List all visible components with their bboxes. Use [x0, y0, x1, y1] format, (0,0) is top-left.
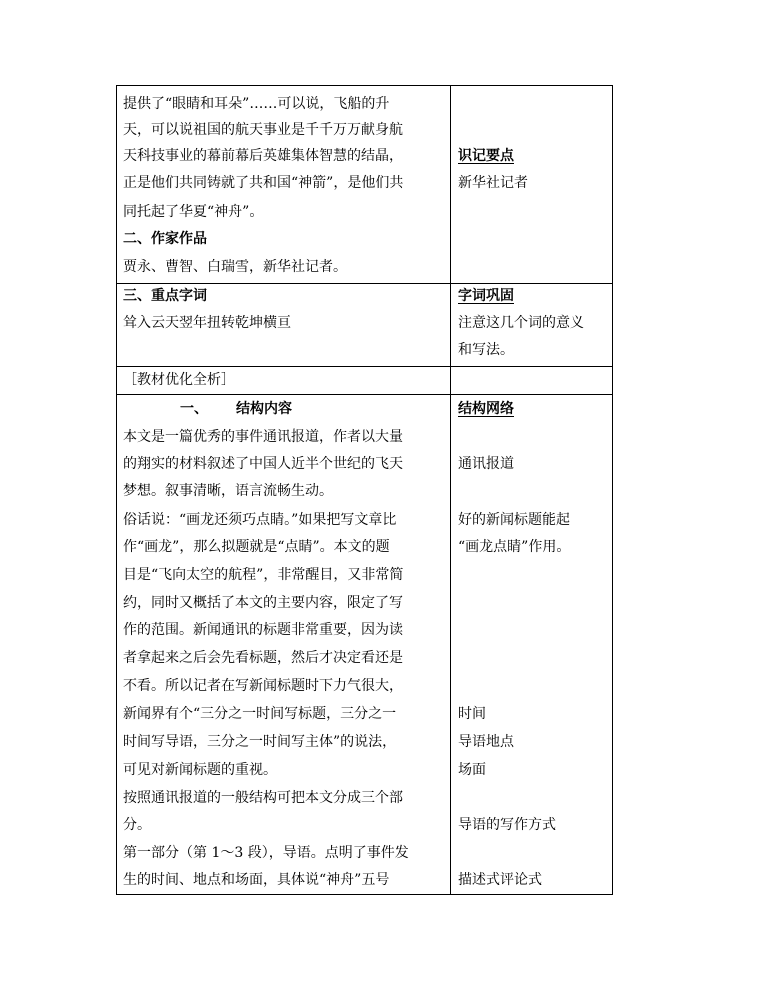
note-text: 好的新闻标题能起 — [458, 512, 570, 528]
paragraph-line: 俗话说：“画龙还须巧点睛。”如果把写文章比 — [123, 512, 397, 528]
paragraph-line: 正是他们共同铸就了共和国“神箭”，是他们共 — [123, 175, 404, 191]
paragraph-line: 时间写导语，三分之一时间写主体”的说法， — [123, 734, 397, 750]
table-border-right — [612, 85, 613, 895]
note-text: 通讯报道 — [458, 456, 514, 472]
section-heading-vocabulary: 三、重点字词 — [123, 288, 207, 304]
paragraph-line: 第一部分（第 1～3 段），导语。点明了事件发 — [123, 845, 409, 861]
table-border-left — [116, 85, 117, 895]
paragraph-line: 不看。所以记者在写新闻标题时下力气很大， — [123, 678, 403, 694]
note-text: 导语地点 — [458, 734, 514, 750]
heading-number: 一、 — [180, 401, 208, 417]
table-border-bottom — [116, 894, 613, 895]
note-heading-structure-network: 结构网络 — [458, 401, 514, 417]
note-heading-vocabulary-review: 字词巩固 — [458, 288, 514, 304]
author-list: 贾永、曹智、白瑞雪，新华社记者。 — [123, 259, 347, 275]
paragraph-line: 作的范围。新闻通讯的标题非常重要，因为读 — [123, 622, 403, 638]
paragraph-line: 者拿起来之后会先看标题，然后才决定看还是 — [123, 650, 403, 666]
paragraph-line: 目是“飞向太空的航程”，非常醒目，又非常简 — [123, 567, 404, 583]
paragraph-line: 生的时间、地点和场面，具体说“神舟”五号 — [123, 872, 390, 888]
note-text: 注意这几个词的意义 — [458, 315, 584, 331]
vocabulary-words: 耸入云天翌年扭转乾坤横亘 — [123, 315, 291, 331]
paragraph-line: 按照通讯报道的一般结构可把本文分成三个部 — [123, 790, 403, 806]
paragraph-line: 本文是一篇优秀的事件通讯报道，作者以大量 — [123, 429, 403, 445]
note-text: 时间 — [458, 706, 486, 722]
paragraph-line: 同托起了华夏“神舟”。 — [123, 204, 264, 220]
paragraph-line: 的翔实的材料叙述了中国人近半个世纪的飞天 — [123, 456, 403, 472]
paragraph-line: 天科技事业的幕前幕后英雄集体智慧的结晶， — [123, 148, 403, 164]
paragraph-line: 分。 — [123, 817, 151, 833]
note-text: 新华社记者 — [458, 175, 528, 191]
paragraph-line: 可见对新闻标题的重视。 — [123, 762, 277, 778]
heading-structure-content: 结构内容 — [236, 401, 292, 417]
note-text: “画龙点睛”作用。 — [458, 539, 571, 555]
section-heading-author: 二、作家作品 — [123, 231, 207, 247]
row-divider-3 — [116, 394, 613, 395]
note-text: 导语的写作方式 — [458, 817, 556, 833]
paragraph-line: 新闻界有个“三分之一时间写标题，三分之一 — [123, 706, 397, 722]
note-text: 和写法。 — [458, 342, 514, 358]
paragraph-line: 约，同时又概括了本文的主要内容，限定了写 — [123, 595, 403, 611]
note-text: 场面 — [458, 762, 486, 778]
paragraph-line: 梦想。叙事清晰，语言流畅生动。 — [123, 483, 333, 499]
paragraph-line: 提供了“眼睛和耳朵”……可以说，飞船的升 — [123, 96, 390, 112]
note-text: 描述式评论式 — [458, 872, 542, 888]
note-heading-key-points: 识记要点 — [458, 148, 514, 164]
section-label-analysis: ［教材优化全析］ — [123, 372, 235, 388]
column-divider — [450, 85, 451, 895]
paragraph-line: 天，可以说祖国的航天事业是千千万万献身航 — [123, 122, 403, 138]
paragraph-line: 作“画龙”，那么拟题就是“点睛”。本文的题 — [123, 539, 390, 555]
table-border-top — [116, 85, 613, 86]
